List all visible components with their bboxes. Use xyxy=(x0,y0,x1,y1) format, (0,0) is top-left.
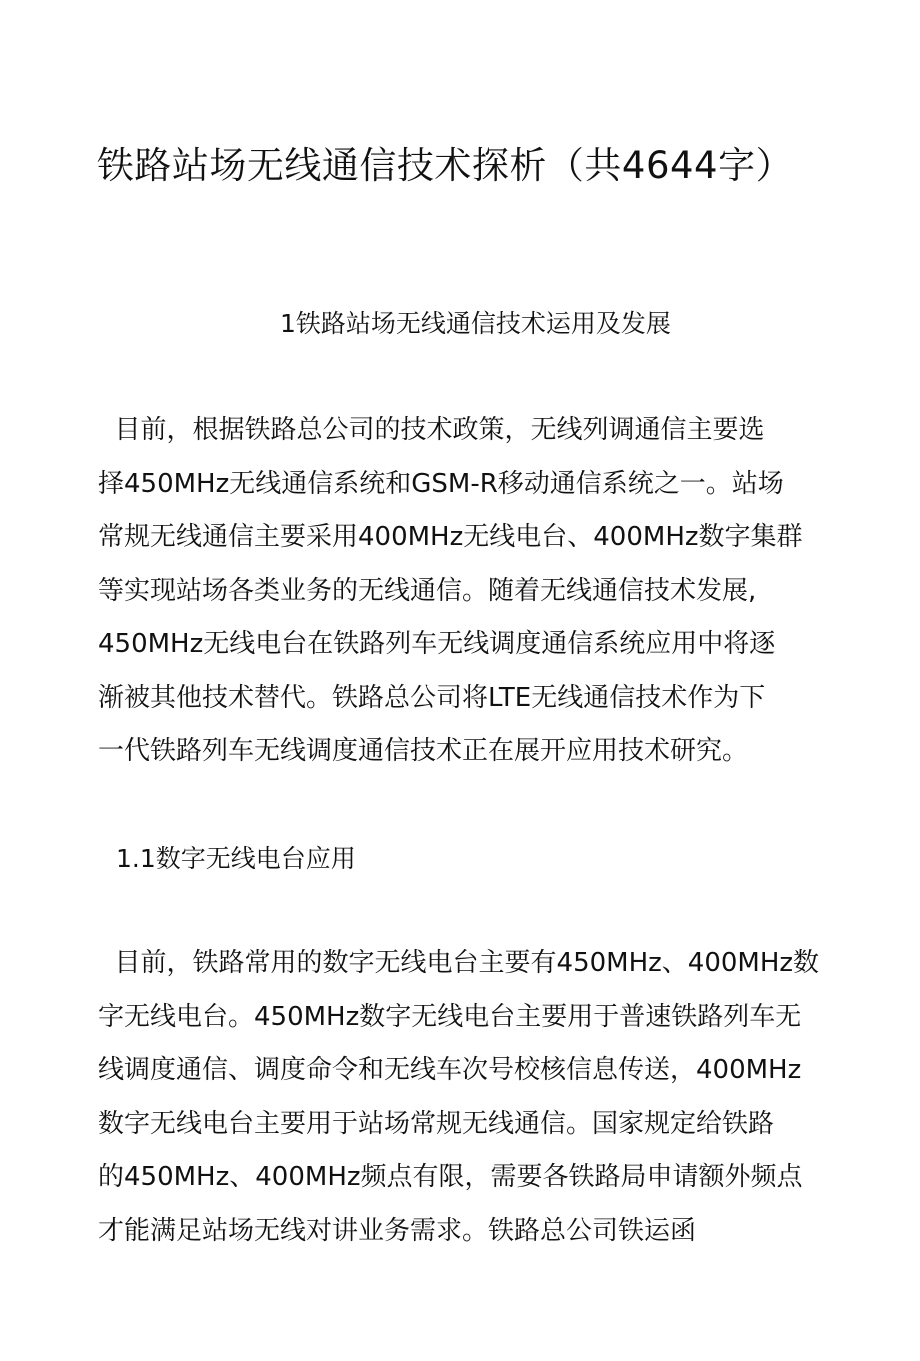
paragraph-line: 才能满足站场无线对讲业务需求。铁路总公司铁运函 xyxy=(98,1215,697,1246)
paragraph-line: 一代铁路列车无线调度通信技术正在展开应用技术研究。 xyxy=(98,736,749,766)
section-1-paragraph xyxy=(98,404,803,779)
section-1-1-paragraph xyxy=(98,937,820,1258)
section-heading-1: 1铁路站场无线通信技术运用及发展 xyxy=(280,309,671,338)
paragraph-line: 线调度通信、调度命令和无线车次号校核信息传送，400MHz xyxy=(98,1055,802,1085)
section-heading-1-1: 1.1数字无线电台应用 xyxy=(116,844,356,873)
paragraph-line: 的450MHz、400MHz频点有限，需要各铁路局申请额外频点 xyxy=(98,1162,803,1192)
paragraph-line: 目前，根据铁路总公司的技术政策，无线列调通信主要选 xyxy=(98,415,765,445)
paragraph-line: 450MHz无线电台在铁路列车无线调度通信系统应用中将逐 xyxy=(98,629,776,659)
paragraph-line: 择450MHz无线通信系统和GSM-R移动通信系统之一。站场 xyxy=(98,468,784,499)
paragraph-line: 数字无线电台主要用于站场常规无线通信。国家规定给铁路 xyxy=(98,1108,775,1139)
paragraph-line: 渐被其他技术替代。铁路总公司将LTE无线通信技术作为下 xyxy=(98,682,766,713)
paragraph-line: 等实现站场各类业务的无线通信。随着无线通信技术发展, xyxy=(98,575,757,606)
paragraph-line: 常规无线通信主要采用400MHz无线电台、400MHz数字集群 xyxy=(98,522,803,552)
paragraph-line: 字无线电台。450MHz数字无线电台主要用于普速铁路列车无 xyxy=(98,1001,802,1032)
document-title: 铁路站场无线通信技术探析（共4644字） xyxy=(96,144,794,187)
paragraph-line: 目前，铁路常用的数字无线电台主要有450MHz、400MHz数 xyxy=(98,948,820,978)
